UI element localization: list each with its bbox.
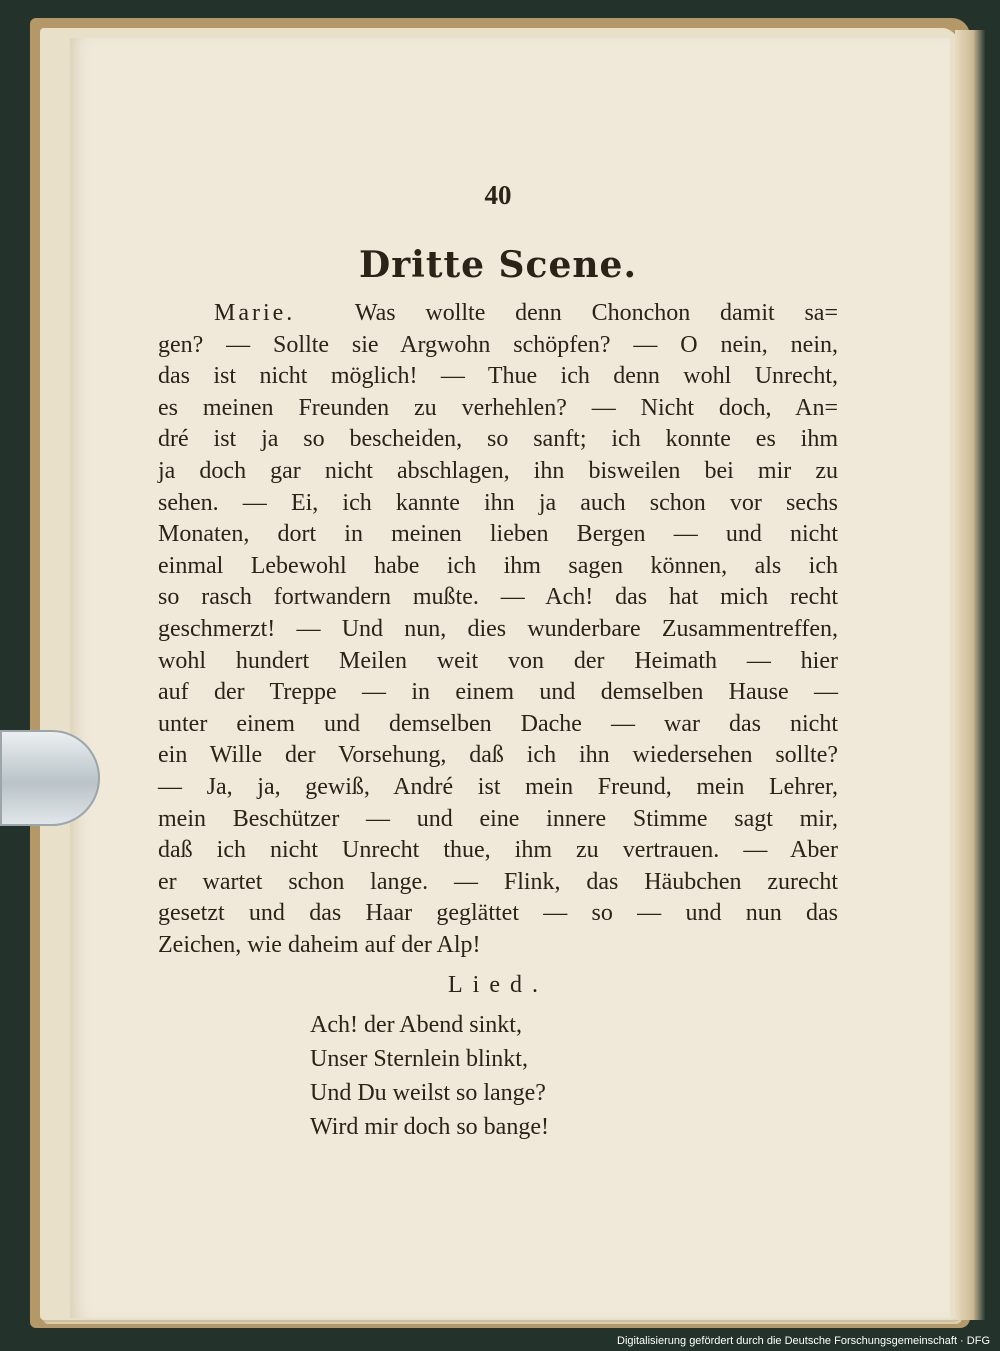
- line-text: Was wollte denn Chonchon damit sa=: [354, 300, 838, 326]
- verse-line: Wird mir doch so bange!: [310, 1114, 549, 1140]
- text-line: auf der Treppe — in einem und demselben Hause —: [158, 679, 838, 706]
- text-line: Monaten, dort in meinen lieben Bergen — und nicht: [158, 521, 838, 548]
- song-title: Lied.: [448, 972, 548, 998]
- song-verse: [310, 1008, 549, 1144]
- scene-heading: Dritte Scene.: [359, 244, 637, 286]
- text-line: sehen. — Ei, ich kannte ihn ja auch schon vor sechs: [158, 489, 838, 516]
- text-line: gen? — Sollte sie Argwohn schöpfen? — O nein, nein,: [158, 331, 838, 358]
- text-line: einmal Lebewohl habe ich ihm sagen können, als ich: [158, 552, 838, 579]
- page-clip: [0, 730, 100, 826]
- monologue-paragraph: [158, 298, 838, 961]
- text-line: unter einem und demselben Dache — war das nicht: [158, 710, 838, 737]
- digitization-credit: Digitalisierung gefördert durch die Deutsche Forschungsgemeinschaft · DFG: [617, 1335, 990, 1347]
- text-line: ein Wille der Vorsehung, daß ich ihn wiedersehen sollte?: [158, 742, 838, 769]
- verse-line: Unser Sternlein blinkt,: [310, 1046, 528, 1072]
- text-line: wohl hundert Meilen weit von der Heimath — hier: [158, 647, 838, 674]
- text-line: geschmerzt! — Und nun, dies wunderbare Zusammentreffen,: [158, 615, 838, 642]
- text-line: [158, 298, 838, 330]
- page-edge: [955, 30, 985, 1320]
- text-line: so rasch fortwandern mußte. — Ach! das hat mich recht: [158, 584, 838, 611]
- verse-line: Ach! der Abend sinkt,: [310, 1012, 522, 1038]
- text-line: es meinen Freunden zu verhehlen? — Nicht doch, An=: [158, 394, 838, 421]
- text-line: gesetzt und das Haar geglättet — so — und nun das: [158, 900, 838, 927]
- speaker-name: Marie.: [214, 300, 296, 326]
- text-line: daß ich nicht Unrecht thue, ihm zu vertrauen. — Aber: [158, 837, 838, 864]
- text-line: Zeichen, wie daheim auf der Alp!: [158, 931, 481, 958]
- text-line: — Ja, ja, gewiß, André ist mein Freund, mein Lehrer,: [158, 773, 838, 800]
- text-line: das ist nicht möglich! — Thue ich denn wohl Unrecht,: [158, 363, 838, 390]
- text-line: dré ist ja so bescheiden, so sanft; ich konnte es ihm: [158, 426, 838, 453]
- text-line: mein Beschützer — und eine innere Stimme sagt mir,: [158, 805, 838, 832]
- text-line: er wartet schon lange. — Flink, das Häubchen zurecht: [158, 868, 838, 895]
- verse-line: Und Du weilst so lange?: [310, 1080, 546, 1106]
- text-line: ja doch gar nicht abschlagen, ihn bisweilen bei mir zu: [158, 457, 838, 484]
- page-number: 40: [484, 180, 512, 210]
